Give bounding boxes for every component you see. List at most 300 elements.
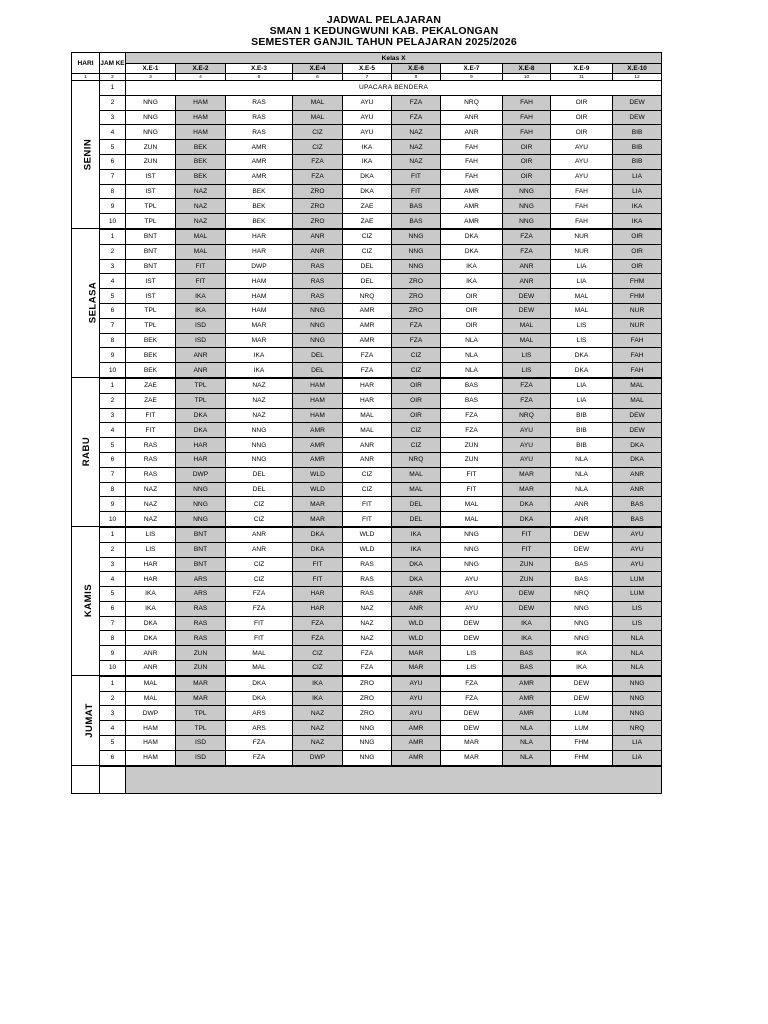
teacher-cell: TPL xyxy=(126,318,176,333)
teacher-cell: FAH xyxy=(613,333,662,348)
jam-cell: 5 xyxy=(100,587,126,602)
teacher-cell: HAR xyxy=(126,572,176,587)
teacher-cell: FIT xyxy=(293,557,343,572)
column-number: 6 xyxy=(293,74,343,81)
teacher-cell: FAH xyxy=(441,154,503,169)
teacher-cell: NAZ xyxy=(226,408,293,423)
teacher-cell: HAR xyxy=(293,587,343,602)
day-name-cell xyxy=(72,378,100,527)
teacher-cell: NNG xyxy=(176,482,226,497)
teacher-cell: FIT xyxy=(126,408,176,423)
teacher-cell: BEK xyxy=(176,154,226,169)
teacher-cell: HAM xyxy=(176,110,226,125)
teacher-cell: MAL xyxy=(392,482,441,497)
teacher-cell: ZUN xyxy=(503,572,551,587)
teacher-cell: ZAE xyxy=(126,378,176,393)
teacher-cell: NNG xyxy=(551,616,613,631)
teacher-cell: FIT xyxy=(343,497,392,512)
teacher-cell: FIT xyxy=(503,542,551,557)
teacher-cell: FZA xyxy=(441,423,503,438)
schedule-row xyxy=(72,363,662,378)
teacher-cell: MAR xyxy=(226,333,293,348)
teacher-cell: RAS xyxy=(176,631,226,646)
teacher-cell: LIS xyxy=(441,646,503,661)
teacher-cell: NNG xyxy=(392,259,441,274)
teacher-cell: NRQ xyxy=(503,408,551,423)
teacher-cell: NAZ xyxy=(343,616,392,631)
teacher-cell: FHM xyxy=(613,289,662,304)
class-column-header: X.E-4 xyxy=(293,64,343,74)
teacher-cell: MAL xyxy=(293,95,343,110)
teacher-cell: AYU xyxy=(343,125,392,140)
day-name-cell xyxy=(72,229,100,378)
column-number: 2 xyxy=(100,74,126,81)
teacher-cell: NNG xyxy=(226,423,293,438)
teacher-cell: IKA xyxy=(441,274,503,289)
hari-header: HARI xyxy=(72,53,100,74)
teacher-cell: DKA xyxy=(226,691,293,706)
jam-cell: 4 xyxy=(100,274,126,289)
teacher-cell: HAR xyxy=(343,393,392,408)
teacher-cell: AMR xyxy=(226,140,293,155)
teacher-cell: CIZ xyxy=(293,661,343,676)
teacher-cell: HAM xyxy=(293,393,343,408)
teacher-cell: NNG xyxy=(503,199,551,214)
teacher-cell: BAS xyxy=(503,646,551,661)
column-number: 10 xyxy=(503,74,551,81)
jam-cell: 6 xyxy=(100,452,126,467)
teacher-cell: RAS xyxy=(226,125,293,140)
teacher-cell: DEW xyxy=(551,527,613,542)
schedule-row xyxy=(72,497,662,512)
teacher-cell: AYU xyxy=(343,110,392,125)
teacher-cell: ARS xyxy=(176,587,226,602)
jam-cell: 10 xyxy=(100,512,126,527)
schedule-row xyxy=(72,169,662,184)
teacher-cell: NLA xyxy=(551,452,613,467)
teacher-cell: CIZ xyxy=(226,497,293,512)
teacher-cell: NLA xyxy=(441,348,503,363)
teacher-cell: IKA xyxy=(613,214,662,229)
schedule-row xyxy=(72,512,662,527)
teacher-cell: DKA xyxy=(176,423,226,438)
teacher-cell: ANR xyxy=(126,661,176,676)
teacher-cell: AYU xyxy=(503,438,551,453)
teacher-cell: NAZ xyxy=(293,706,343,721)
jam-cell: 5 xyxy=(100,140,126,155)
teacher-cell: ANR xyxy=(343,438,392,453)
title-block xyxy=(0,15,768,48)
teacher-cell: OIR xyxy=(441,289,503,304)
day-name: RABU xyxy=(81,437,93,467)
teacher-cell: NNG xyxy=(293,333,343,348)
teacher-cell: FZA xyxy=(503,229,551,244)
teacher-cell: NLA xyxy=(503,721,551,736)
schedule-row xyxy=(72,601,662,616)
teacher-cell: FHM xyxy=(551,750,613,765)
teacher-cell: IST xyxy=(126,289,176,304)
teacher-cell: ARS xyxy=(226,706,293,721)
jam-cell: 8 xyxy=(100,482,126,497)
teacher-cell: FZA xyxy=(392,333,441,348)
teacher-cell: NRQ xyxy=(613,721,662,736)
teacher-cell: DKA xyxy=(551,363,613,378)
teacher-cell: HAR xyxy=(343,378,392,393)
column-number: 7 xyxy=(343,74,392,81)
teacher-cell: DEW xyxy=(613,110,662,125)
teacher-cell: LUM xyxy=(551,706,613,721)
teacher-cell: RAS xyxy=(343,572,392,587)
schedule-row xyxy=(72,706,662,721)
schedule-table xyxy=(71,52,662,794)
teacher-cell: AYU xyxy=(503,423,551,438)
teacher-cell: ANR xyxy=(503,274,551,289)
class-column-header: X.E-2 xyxy=(176,64,226,74)
teacher-cell: DKA xyxy=(441,229,503,244)
teacher-cell: IKA xyxy=(293,691,343,706)
teacher-cell: MAL xyxy=(226,661,293,676)
schedule-row xyxy=(72,333,662,348)
teacher-cell: FAH xyxy=(441,140,503,155)
jam-cell: 2 xyxy=(100,691,126,706)
schedule-row xyxy=(72,199,662,214)
teacher-cell: AYU xyxy=(613,527,662,542)
teacher-cell: FZA xyxy=(293,154,343,169)
teacher-cell: TPL xyxy=(176,378,226,393)
teacher-cell: ZRO xyxy=(293,199,343,214)
teacher-cell: IKA xyxy=(176,303,226,318)
teacher-cell: DEL xyxy=(293,363,343,378)
teacher-cell: DKA xyxy=(441,244,503,259)
teacher-cell: RAS xyxy=(126,452,176,467)
teacher-cell: HAM xyxy=(176,95,226,110)
teacher-cell: BIB xyxy=(551,438,613,453)
teacher-cell: IKA xyxy=(343,140,392,155)
teacher-cell: NLA xyxy=(441,363,503,378)
teacher-cell: FAH xyxy=(551,214,613,229)
teacher-cell: HAM xyxy=(226,289,293,304)
teacher-cell: LIA xyxy=(551,259,613,274)
jam-cell: 4 xyxy=(100,572,126,587)
teacher-cell: BEK xyxy=(126,348,176,363)
teacher-cell: FIT xyxy=(343,512,392,527)
schedule-row xyxy=(72,244,662,259)
teacher-cell: NUR xyxy=(613,303,662,318)
teacher-cell: RAS xyxy=(126,438,176,453)
jam-cell: 3 xyxy=(100,557,126,572)
teacher-cell: FHM xyxy=(613,274,662,289)
schedule-row xyxy=(72,542,662,557)
teacher-cell: WLD xyxy=(293,467,343,482)
jam-cell: 7 xyxy=(100,169,126,184)
teacher-cell: LIA xyxy=(551,393,613,408)
teacher-cell: MAL xyxy=(613,393,662,408)
teacher-cell: DKA xyxy=(343,184,392,199)
teacher-cell: MAL xyxy=(551,303,613,318)
teacher-cell: FZA xyxy=(392,318,441,333)
schedule-row xyxy=(72,631,662,646)
teacher-cell: OIR xyxy=(503,154,551,169)
teacher-cell: AMR xyxy=(343,303,392,318)
teacher-cell: ANR xyxy=(226,542,293,557)
jam-cell: 2 xyxy=(100,244,126,259)
jam-cell: 9 xyxy=(100,646,126,661)
teacher-cell: AMR xyxy=(343,318,392,333)
schedule-row xyxy=(72,95,662,110)
teacher-cell: WLD xyxy=(343,542,392,557)
teacher-cell: DEW xyxy=(613,423,662,438)
jam-cell: 3 xyxy=(100,706,126,721)
day-name: KAMIS xyxy=(83,584,95,618)
teacher-cell: LIS xyxy=(551,333,613,348)
teacher-cell: DWP xyxy=(176,467,226,482)
day-name-cell xyxy=(72,81,100,229)
teacher-cell: AYU xyxy=(441,572,503,587)
teacher-cell: BEK xyxy=(176,140,226,155)
teacher-cell: CIZ xyxy=(392,438,441,453)
teacher-cell: DEL xyxy=(392,512,441,527)
teacher-cell: IKA xyxy=(551,661,613,676)
teacher-cell: ANR xyxy=(551,497,613,512)
teacher-cell: IKA xyxy=(226,363,293,378)
title-line-2: SMAN 1 KEDUNGWUNI KAB. PEKALONGAN xyxy=(269,25,499,37)
teacher-cell: AMR xyxy=(293,423,343,438)
teacher-cell: NNG xyxy=(392,229,441,244)
teacher-cell: NNG xyxy=(613,691,662,706)
teacher-cell: AYU xyxy=(392,691,441,706)
teacher-cell: NLA xyxy=(441,333,503,348)
column-number: 12 xyxy=(613,74,662,81)
jam-cell: 8 xyxy=(100,333,126,348)
jam-cell: 8 xyxy=(100,631,126,646)
schedule-row xyxy=(72,452,662,467)
teacher-cell: IKA xyxy=(503,616,551,631)
teacher-cell: WLD xyxy=(392,616,441,631)
teacher-cell: CIZ xyxy=(293,646,343,661)
schedule-row xyxy=(72,154,662,169)
schedule-row xyxy=(72,393,662,408)
title-line-3: SEMESTER GANJIL TAHUN PELAJARAN 2025/2026 xyxy=(251,36,517,48)
teacher-cell: AYU xyxy=(551,169,613,184)
teacher-cell: FIT xyxy=(441,482,503,497)
teacher-cell: DEW xyxy=(551,691,613,706)
teacher-cell: ISD xyxy=(176,750,226,765)
teacher-cell: MAL xyxy=(551,289,613,304)
teacher-cell: AYU xyxy=(441,587,503,602)
teacher-cell: MAR xyxy=(293,497,343,512)
teacher-cell: MAR xyxy=(441,750,503,765)
teacher-cell: CIZ xyxy=(293,125,343,140)
teacher-cell: FZA xyxy=(441,408,503,423)
teacher-cell: LIS xyxy=(503,363,551,378)
teacher-cell: FAH xyxy=(441,169,503,184)
jam-cell: 3 xyxy=(100,110,126,125)
teacher-cell: WLD xyxy=(392,631,441,646)
teacher-cell: ANR xyxy=(343,452,392,467)
teacher-cell: AMR xyxy=(293,452,343,467)
teacher-cell: MAL xyxy=(441,512,503,527)
teacher-cell: NAZ xyxy=(343,631,392,646)
teacher-cell: BNT xyxy=(126,244,176,259)
teacher-cell: FZA xyxy=(441,676,503,691)
schedule-row xyxy=(72,423,662,438)
schedule-row xyxy=(72,140,662,155)
teacher-cell: ZUN xyxy=(176,661,226,676)
teacher-cell: ZAE xyxy=(343,199,392,214)
jam-cell: 1 xyxy=(100,378,126,393)
teacher-cell: NNG xyxy=(343,736,392,751)
schedule-row xyxy=(72,274,662,289)
jam-cell: 10 xyxy=(100,661,126,676)
teacher-cell: DEL xyxy=(226,482,293,497)
teacher-cell: HAM xyxy=(126,721,176,736)
teacher-cell: ZRO xyxy=(392,274,441,289)
teacher-cell: NNG xyxy=(441,542,503,557)
jam-cell: 8 xyxy=(100,184,126,199)
teacher-cell: ARS xyxy=(226,721,293,736)
teacher-cell: MAR xyxy=(176,691,226,706)
teacher-cell: HAM xyxy=(226,274,293,289)
teacher-cell: TPL xyxy=(126,303,176,318)
empty-filler-row xyxy=(72,766,662,794)
teacher-cell: ZUN xyxy=(441,452,503,467)
jam-cell: 2 xyxy=(100,95,126,110)
teacher-cell: ZRO xyxy=(293,184,343,199)
schedule-row xyxy=(72,289,662,304)
teacher-cell: LIS xyxy=(126,542,176,557)
teacher-cell: ANR xyxy=(126,646,176,661)
schedule-row xyxy=(72,616,662,631)
teacher-cell: ARS xyxy=(176,572,226,587)
class-column-header: X.E-6 xyxy=(392,64,441,74)
schedule-row xyxy=(72,378,662,393)
teacher-cell: DEW xyxy=(441,721,503,736)
teacher-cell: DEW xyxy=(503,587,551,602)
schedule-row xyxy=(72,438,662,453)
teacher-cell: RAS xyxy=(226,110,293,125)
teacher-cell: ANR xyxy=(613,482,662,497)
teacher-cell: NAZ xyxy=(392,140,441,155)
teacher-cell: ANR xyxy=(551,512,613,527)
jam-cell: 4 xyxy=(100,125,126,140)
teacher-cell: FZA xyxy=(392,110,441,125)
teacher-cell: DKA xyxy=(551,348,613,363)
teacher-cell: MAL xyxy=(126,691,176,706)
teacher-cell: FIT xyxy=(503,527,551,542)
jam-cell: 10 xyxy=(100,214,126,229)
teacher-cell: ISD xyxy=(176,318,226,333)
teacher-cell: IKA xyxy=(503,631,551,646)
teacher-cell: DWP xyxy=(226,259,293,274)
schedule-row xyxy=(72,110,662,125)
teacher-cell: IST xyxy=(126,184,176,199)
teacher-cell: ZUN xyxy=(126,140,176,155)
teacher-cell: LIS xyxy=(551,318,613,333)
teacher-cell: ZRO xyxy=(392,303,441,318)
teacher-cell: RAS xyxy=(293,259,343,274)
teacher-cell: DEW xyxy=(503,289,551,304)
teacher-cell: RAS xyxy=(176,601,226,616)
teacher-cell: DKA xyxy=(392,572,441,587)
teacher-cell: DEW xyxy=(441,616,503,631)
teacher-cell: FIT xyxy=(293,572,343,587)
class-column-header: X.E-3 xyxy=(226,64,293,74)
teacher-cell: ZAE xyxy=(343,214,392,229)
teacher-cell: ANR xyxy=(392,587,441,602)
teacher-cell: DKA xyxy=(392,557,441,572)
teacher-cell: ZUN xyxy=(176,646,226,661)
teacher-cell: FIT xyxy=(126,423,176,438)
teacher-cell: OIR xyxy=(441,303,503,318)
column-number: 1 xyxy=(72,74,100,81)
teacher-cell: AMR xyxy=(503,706,551,721)
column-number-row xyxy=(72,74,662,81)
teacher-cell: AYU xyxy=(551,154,613,169)
teacher-cell: DKA xyxy=(503,497,551,512)
schedule-row xyxy=(72,125,662,140)
title-line-1: JADWAL PELAJARAN xyxy=(326,14,442,26)
teacher-cell: RAS xyxy=(293,289,343,304)
teacher-cell: CIZ xyxy=(343,482,392,497)
teacher-cell: ANR xyxy=(441,110,503,125)
schedule-row xyxy=(72,318,662,333)
teacher-cell: NLA xyxy=(613,631,662,646)
teacher-cell: NNG xyxy=(226,452,293,467)
teacher-cell: AMR xyxy=(392,736,441,751)
teacher-cell: MAR xyxy=(176,676,226,691)
schedule-row xyxy=(72,214,662,229)
teacher-cell: OIR xyxy=(392,378,441,393)
header-row-2 xyxy=(72,64,662,74)
teacher-cell: AMR xyxy=(392,721,441,736)
teacher-cell: NAZ xyxy=(126,512,176,527)
teacher-cell: LUM xyxy=(613,587,662,602)
teacher-cell: NUR xyxy=(551,229,613,244)
teacher-cell: ZRO xyxy=(343,706,392,721)
teacher-cell: FAH xyxy=(503,110,551,125)
jam-cell: 3 xyxy=(100,259,126,274)
teacher-cell: AMR xyxy=(441,214,503,229)
teacher-cell: DEW xyxy=(503,303,551,318)
teacher-cell: NRQ xyxy=(441,95,503,110)
jam-cell: 9 xyxy=(100,348,126,363)
teacher-cell: ZRO xyxy=(392,289,441,304)
schedule-row xyxy=(72,527,662,542)
teacher-cell: ANR xyxy=(503,259,551,274)
teacher-cell: MAL xyxy=(343,423,392,438)
teacher-cell: AYU xyxy=(441,601,503,616)
teacher-cell: NNG xyxy=(551,631,613,646)
teacher-cell: DKA xyxy=(293,527,343,542)
teacher-cell: DWP xyxy=(293,750,343,765)
teacher-cell: ZUN xyxy=(441,438,503,453)
teacher-cell: NRQ xyxy=(343,289,392,304)
teacher-cell: IST xyxy=(126,169,176,184)
teacher-cell: IKA xyxy=(392,527,441,542)
teacher-cell: BAS xyxy=(441,378,503,393)
teacher-cell: OIR xyxy=(613,244,662,259)
kelas-header: Kelas X xyxy=(126,53,662,64)
jam-cell: 6 xyxy=(100,154,126,169)
teacher-cell: ISD xyxy=(176,333,226,348)
teacher-cell: RAS xyxy=(343,557,392,572)
teacher-cell: NNG xyxy=(176,497,226,512)
teacher-cell: OIR xyxy=(392,408,441,423)
teacher-cell: DEL xyxy=(226,467,293,482)
teacher-cell: FZA xyxy=(293,631,343,646)
teacher-cell: IST xyxy=(126,274,176,289)
teacher-cell: NLA xyxy=(551,482,613,497)
